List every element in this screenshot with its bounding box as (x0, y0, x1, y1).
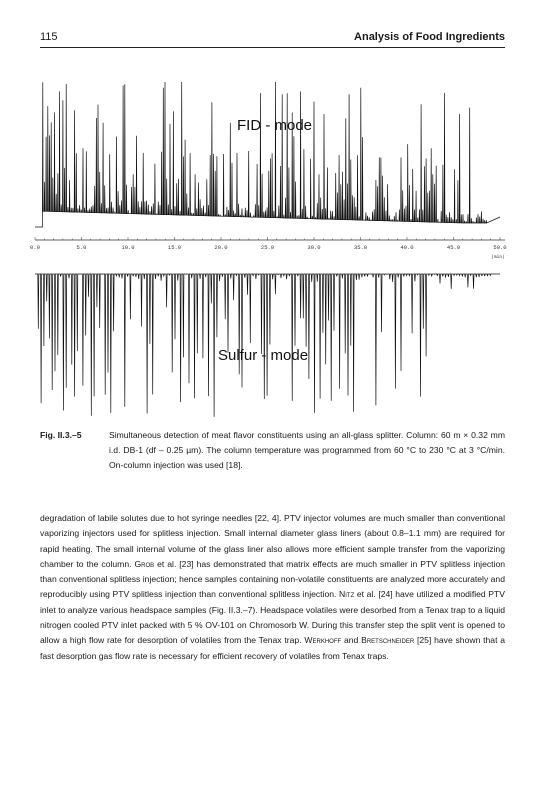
body-text-4: [25] have shown that a fast desorption gas flow rate is necessary for efficient recovery of volatiles from Tenax traps. (40, 635, 506, 661)
fid-trace (35, 82, 500, 227)
x-tick-label: 15.0 (167, 244, 182, 251)
body-text-1: degradation of labile solutes due to hot syringe needles [22, 4]. PTV injector volumes are much smaller than conventional vaporizing injectors used for splitless injection. Small internal diameter glass liners (about 0.8–1.1 mm) are required for rapid heating. The small internal volume of the glass liner also allows more efficient sample transfer from the vaporizing chamber to the column. (40, 513, 505, 569)
sulfur-trace-line (35, 274, 500, 417)
header-rule (40, 47, 505, 48)
author-grob: Grob (134, 558, 155, 569)
x-tick-label: 30.0 (307, 244, 321, 251)
x-tick-label: 5.0 (76, 244, 87, 251)
body-text-3: et al. [24] have utilized a modified PTV inlet to analyze various headspace samples (Fig. II.3.–7). Headspace volatiles were desorbed from a Tenax trap to a liquid nitrogen cooled PTV inlet packed with 5 % OV-101 on Chromosorb W. During this transfer step the split vent is opened to allow a high flow rate for desorption of volatiles from the Tenax trap. (40, 589, 506, 646)
x-axis-unit: (min) (491, 255, 505, 260)
running-title: Analysis of Food Ingredients (354, 31, 505, 43)
x-tick-label: 40.0 (400, 244, 414, 251)
chromatogram-figure (30, 62, 510, 422)
x-tick-label: 45.0 (446, 244, 461, 251)
sulfur-mode-label: Sulfur - mode (218, 347, 309, 364)
x-tick-label: 25.0 (260, 244, 275, 251)
caption-label: Fig. II.3.–5 (40, 430, 82, 440)
x-tick-label: 35.0 (353, 244, 368, 251)
x-tick-label: 50.0 (493, 244, 507, 251)
author-nitz: Nitz (339, 589, 355, 600)
x-tick-label: 0.0 (30, 244, 40, 251)
fid-mode-label: FID - mode (237, 117, 313, 134)
sulfur-trace (35, 274, 500, 417)
fid-trace-line (35, 82, 500, 227)
x-tick-label: 20.0 (214, 244, 228, 251)
running-header (40, 31, 505, 47)
body-paragraph (40, 511, 505, 664)
page-number: 115 (40, 31, 58, 43)
x-axis (30, 237, 507, 260)
figure-caption (40, 428, 505, 474)
author-bretschneider: Bretschneider (361, 635, 415, 646)
caption-text: Simultaneous detection of meat flavor constituents using an all-glass splitter. Column: 60 m × 0.32 mm i.d. DB-1 (df – 0.25 µm). The column temperature was programmed from 60 °C to 230 °C at 3 °C/min. On-column injection was used [18]. (109, 430, 505, 471)
x-tick-label: 10.0 (121, 244, 135, 251)
body-text-2: et al. [23] has demonstrated that matrix effects are much smaller in PTV splitless injection than conventional splitless injection; hence samples containing non-volatile constituents are analyzed more accurately and reproducibly using PTV splitless injection than conventional splitless injection. (40, 558, 506, 600)
body-text-and: and (343, 635, 359, 646)
author-werkhoff: Werkhoff (304, 635, 342, 646)
